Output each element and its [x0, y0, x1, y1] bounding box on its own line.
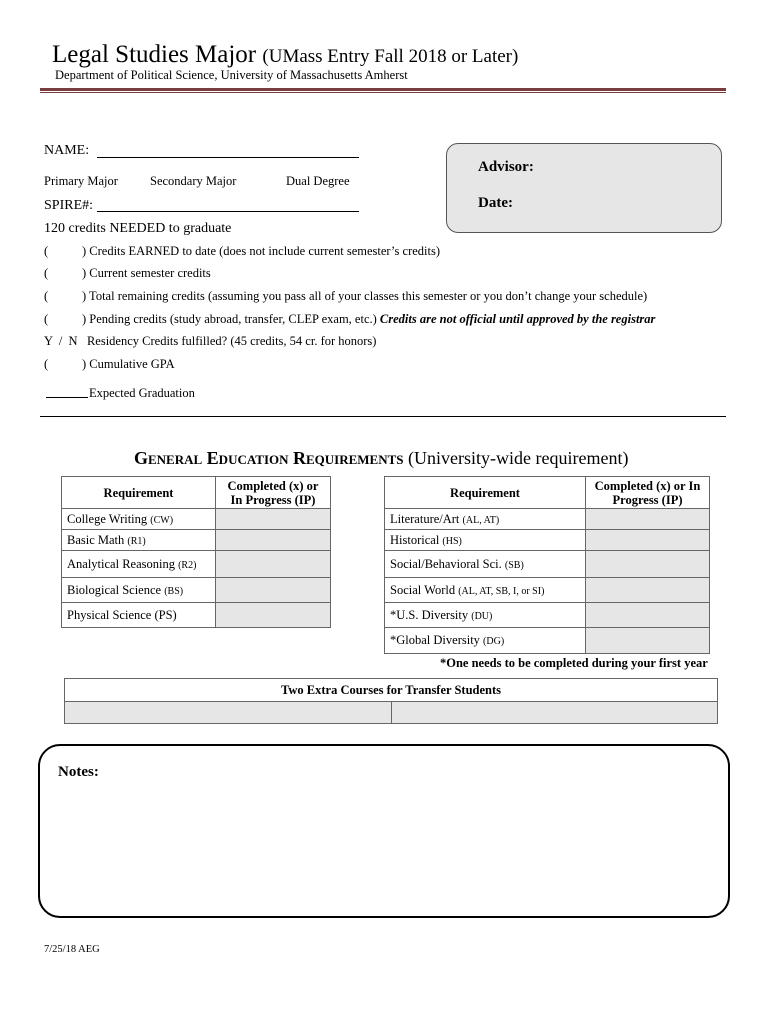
spire-field[interactable] — [97, 211, 359, 212]
gen-ed-table-right — [384, 476, 710, 654]
transfer-courses-table — [64, 678, 718, 724]
remaining-credits-row[interactable]: ( ) Total remaining credits (assuming you pass all of your classes this semester or you don’t change your schedule) — [44, 289, 648, 303]
current-semester-row[interactable]: ( ) Current semester credits — [44, 266, 211, 280]
status-cell[interactable] — [586, 603, 710, 628]
gpa-row[interactable]: ( ) Cumulative GPA — [44, 357, 175, 371]
table-row: *Global Diversity (DG) — [385, 628, 710, 654]
table-row: College Writing (CW) — [62, 509, 331, 530]
transfer-title: Two Extra Courses for Transfer Students — [65, 679, 718, 702]
table-row: Social/Behavioral Sci. (SB) — [385, 551, 710, 578]
table-row: Literature/Art (AL, AT) — [385, 509, 710, 530]
advisor-box — [446, 143, 722, 233]
status-cell[interactable] — [586, 509, 710, 530]
status-cell[interactable] — [586, 628, 710, 654]
gen-ed-table-left — [61, 476, 331, 628]
title-main: Legal Studies Major — [52, 41, 257, 68]
name-field[interactable] — [97, 157, 359, 158]
header-rule-thin — [40, 92, 726, 93]
col-status: Completed (x) or In Progress (IP) — [216, 477, 331, 509]
status-cell[interactable] — [586, 551, 710, 578]
primary-major-option[interactable]: Primary Major — [44, 174, 118, 188]
registrar-note: Credits are not official until approved by the registrar — [379, 312, 656, 326]
table-row: Social World (AL, AT, SB, I, or SI) — [385, 578, 710, 603]
section-rule — [40, 416, 726, 417]
gen-ed-title: General Education Requirements (University-wide requirement) — [134, 448, 629, 468]
table-row: Biological Science (BS) — [62, 578, 331, 603]
transfer-course-2[interactable] — [391, 702, 718, 724]
status-cell[interactable] — [216, 509, 331, 530]
name-label: NAME: — [44, 143, 90, 158]
transfer-course-1[interactable] — [65, 702, 392, 724]
residency-row[interactable]: Y / N Residency Credits fulfilled? (45 credits, 54 cr. for honors) — [44, 334, 377, 348]
graduation-label: Expected Graduation — [89, 386, 195, 400]
graduation-field[interactable] — [46, 397, 88, 398]
footer-date-code: 7/25/18 AEG — [44, 944, 100, 955]
col-status: Completed (x) or In Progress (IP) — [586, 477, 710, 509]
secondary-major-option[interactable]: Secondary Major — [150, 174, 237, 188]
table-row: Analytical Reasoning (R2) — [62, 551, 331, 578]
table-row: *U.S. Diversity (DU) — [385, 603, 710, 628]
notes-box[interactable] — [38, 744, 730, 918]
notes-label: Notes: — [58, 764, 99, 780]
advisor-label: Advisor: — [478, 159, 534, 175]
spire-label: SPIRE#: — [44, 198, 94, 213]
status-cell[interactable] — [216, 530, 331, 551]
table-row: Physical Science (PS) — [62, 603, 331, 628]
col-requirement: Requirement — [385, 477, 586, 509]
dual-degree-option[interactable]: Dual Degree — [286, 174, 350, 188]
status-cell[interactable] — [216, 603, 331, 628]
pending-credits-row[interactable]: ( ) Pending credits (study abroad, transfer, CLEP exam, etc.) Credits are not official until approved by the registrar — [44, 312, 656, 326]
header-rule — [40, 88, 726, 91]
department-line: Department of Political Science, University of Massachusetts Amherst — [55, 68, 408, 82]
diversity-footnote: *One needs to be completed during your first year — [440, 656, 708, 670]
table-row: Basic Math (R1) — [62, 530, 331, 551]
credits-needed-text: 120 credits NEEDED to graduate — [44, 221, 232, 236]
title-sub: (UMass Entry Fall 2018 or Later) — [262, 46, 519, 67]
status-cell[interactable] — [586, 530, 710, 551]
status-cell[interactable] — [586, 578, 710, 603]
col-requirement: Requirement — [62, 477, 216, 509]
credits-earned-row[interactable]: ( ) Credits EARNED to date (does not include current semester’s credits) — [44, 244, 441, 258]
date-label: Date: — [478, 195, 513, 211]
status-cell[interactable] — [216, 578, 331, 603]
status-cell[interactable] — [216, 551, 331, 578]
table-row: Historical (HS) — [385, 530, 710, 551]
